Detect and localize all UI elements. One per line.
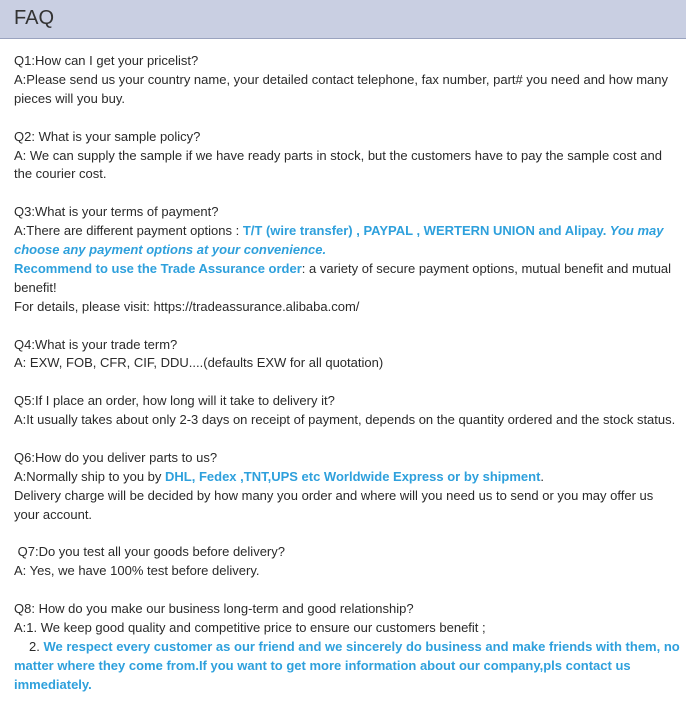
trade-assurance-recommendation: Recommend to use the Trade Assurance order [14, 260, 302, 276]
question-text: Q8: How do you make our business long-term and good relationship? [14, 601, 414, 617]
faq-item-q5 [14, 392, 682, 430]
recommend-rest: : a variety of secure payment options, mutual benefit and mutual benefit! [14, 260, 672, 295]
recommend-text [14, 260, 682, 298]
payment-methods: T/T (wire transfer) , PAYPAL , WERTERN UNION and Alipay. [242, 223, 607, 239]
question-text: Q3:What is your terms of payment? [14, 204, 219, 220]
payment-note: You may choose any payment options at your convenience. [14, 223, 664, 258]
faq-item-q1 [14, 52, 682, 109]
question-text: Q5:If I place an order, how long will it take to delivery it? [14, 393, 335, 409]
answer-text: A: EXW, FOB, CFR, CIF, DDU....(defaults EXW for all quotation) [14, 355, 384, 371]
faq-item-q2 [14, 128, 682, 185]
answer-prefix: A:There are different payment options : [14, 223, 243, 239]
answer-prefix: A:Normally ship to you by [14, 468, 166, 484]
faq-header [0, 0, 686, 39]
carriers-end: . [540, 468, 545, 484]
faq-item-q4 [14, 336, 682, 374]
faq-item-q3 [14, 203, 682, 316]
question-text: Q6:How do you deliver parts to us? [14, 449, 218, 465]
answer-text-1: A:1. We keep good quality and competitive price to ensure our customers benefit ; [14, 620, 486, 636]
answer-text: A:Please send us your country name, your detailed contact telephone, fax number, part# you need and how many pieces will you buy. [14, 71, 669, 106]
question-text: Q7:Do you test all your goods before delivery? [14, 544, 285, 560]
faq-item-q6 [14, 449, 682, 525]
faq-item-q8 [14, 600, 682, 695]
answer-text [14, 468, 682, 487]
question-text: Q2: What is your sample policy? [14, 128, 201, 144]
details-text: For details, please visit: https://tradeassurance.alibaba.com/ [14, 298, 360, 314]
question-text: Q4:What is your trade term? [14, 336, 178, 352]
relationship-statement: We respect every customer as our friend and we sincerely do business and make friends with them, no matter where they come from.If you want to get more information about our company,pls contact us immediately. [14, 638, 680, 692]
delivery-note: Delivery charge will be decided by how many you order and where will you need us to send or you may offer us your account. [14, 487, 654, 522]
answer-text: A: We can supply the sample if we have ready parts in stock, but the customers have to pay the sample cost and the courier cost. [14, 147, 662, 182]
answer-text [14, 222, 682, 260]
answer-2-number: 2. [29, 638, 44, 654]
answer-text: A: Yes, we have 100% test before delivery. [14, 563, 260, 579]
answer-text-2 [14, 638, 682, 695]
question-text: Q1:How can I get your pricelist? [14, 53, 199, 68]
answer-text: A:It usually takes about only 2-3 days on receipt of payment, depends on the quantity ordered and the stock status. [14, 412, 676, 428]
faq-item-q7 [14, 543, 682, 581]
page-title: FAQ [14, 7, 55, 29]
faq-content [14, 52, 682, 695]
shipping-carriers: DHL, Fedex ,TNT,UPS etc Worldwide Express or by shipment [165, 468, 541, 484]
